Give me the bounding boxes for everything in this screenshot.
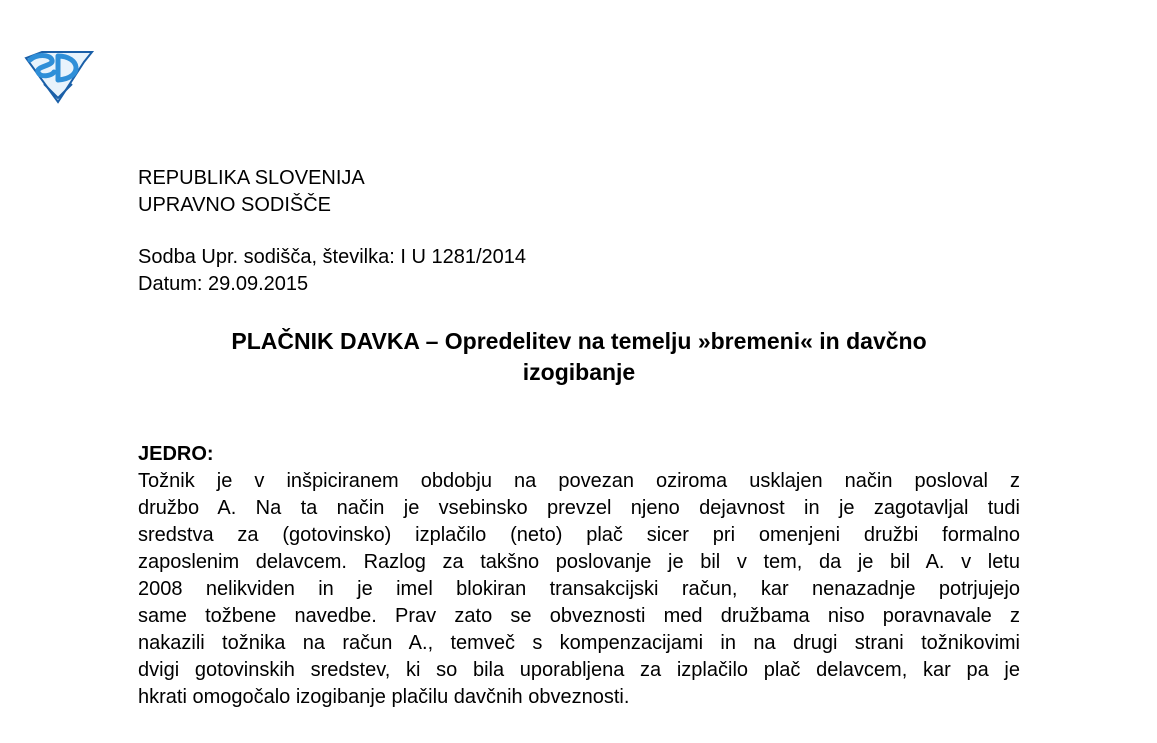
- court-logo: [22, 48, 96, 104]
- core-line: sredstva za (gotovinsko) izplačilo (neto) plač sicer pri omenjeni družbi formalno: [138, 524, 1020, 546]
- document-title: [138, 326, 1020, 388]
- core-heading: JEDRO:: [138, 443, 214, 465]
- core-line: hkrati omogočalo izogibanje plačilu davčnih obveznosti.: [138, 686, 630, 708]
- court-name: UPRAVNO SODIŠČE: [138, 194, 331, 216]
- document-title-line-2: izogibanje: [522, 359, 636, 385]
- case-date: Datum: 29.09.2015: [138, 273, 309, 295]
- core-line: nakazili tožnika na račun A., temveč s kompenzacijami in na drugi strani tožnikovimi: [138, 632, 1020, 654]
- shield-logo-icon: [22, 48, 96, 104]
- case-info: [138, 244, 526, 298]
- core-line: družbo A. Na ta način je vsebinsko prevzel njeno dejavnost in je zagotavljal tudi: [138, 497, 1020, 519]
- core-line: dvigi gotovinskih sredstev, ki so bila uporabljena za izplačilo plač delavcem, kar pa je: [138, 659, 1020, 681]
- core-line: same tožbene navedbe. Prav zato se obveznosti med družbama niso poravnavale z: [138, 605, 1020, 627]
- core-line: Tožnik je v inšpiciranem obdobju na povezan oziroma usklajen način posloval z: [138, 470, 1020, 492]
- core-line: zaposlenim delavcem. Razlog za takšno poslovanje je bil v tem, da je bil A. v letu: [138, 551, 1020, 573]
- case-number: Sodba Upr. sodišča, številka: I U 1281/2014: [138, 246, 527, 268]
- republic-name: REPUBLIKA SLOVENIJA: [138, 167, 365, 189]
- core-line: 2008 nelikviden in je imel blokiran transakcijski račun, kar nenazadnje potrjujejo: [138, 578, 1020, 600]
- document-title-line-1: PLAČNIK DAVKA – Opredelitev na temelju »bremeni« in davčno: [231, 328, 927, 354]
- court-header: [138, 165, 365, 219]
- core-paragraph: [138, 468, 1020, 711]
